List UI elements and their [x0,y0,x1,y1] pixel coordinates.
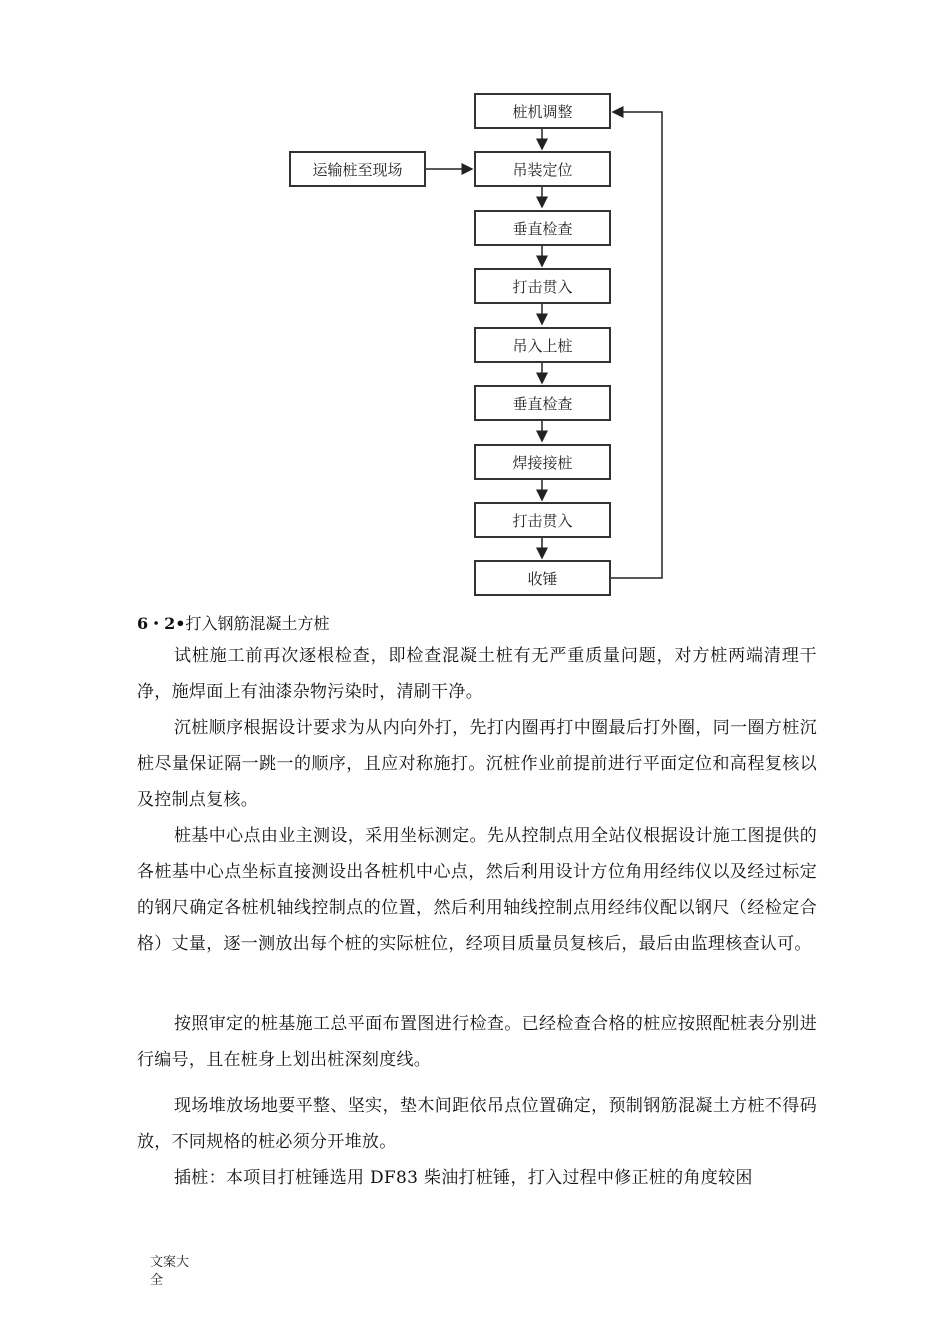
paragraph-5: 现场堆放场地要平整、坚实，垫木间距依吊点位置确定，预制钢筋混凝土方桩不得码放，不同规格的桩必须分开堆放。 [137,1096,817,1152]
flow-step-9: 收锤 [474,560,611,596]
paragraph-2: 沉桩顺序根据设计要求为从内向外打，先打内圈再打中圈最后打外圈，同一圈方桩沉桩尽量保证隔一跳一的顺序，且应对称施打。沉桩作业前提前进行平面定位和高程复核以及控制点复核。 [137,718,817,810]
flow-side-input: 运输桩至现场 [289,151,426,187]
paragraph-3: 桩基中心点由业主测设，采用坐标测定。先从控制点用全站仪根据设计施工图提供的各桩基中心点坐标直接测设出各桩机中心点，然后利用设计方位角用经纬仪以及经过标定的钢尺确定各桩机轴线控制点的位置，然后利用轴线控制点用经纬仪配以钢尺（经检定合格）丈量，逐一测放出每个桩的实际桩位，经项目质量员复核后，最后由监理核查认可。 [137,826,817,954]
page-footer: 文案大全 [150,1255,190,1288]
flow-step-4: 打击贯入 [474,268,611,304]
flow-step-7: 焊接接桩 [474,444,611,480]
section-title: 打入钢筋混凝土方桩 [185,614,330,633]
section-heading [137,611,330,634]
paragraph-6: 插桩：本项目打桩锤选用 DF83 柴油打桩锤，打入过程中修正桩的角度较困 [174,1168,753,1188]
flow-step-8: 打击贯入 [474,502,611,538]
section-number: 6・2• [137,614,186,633]
flow-step-1: 桩机调整 [474,93,611,129]
paragraph-4: 按照审定的桩基施工总平面布置图进行检查。已经检查合格的桩应按照配桩表分别进行编号，且在桩身上划出桩深刻度线。 [137,1014,817,1070]
flow-step-6: 垂直检查 [474,385,611,421]
flow-step-2: 吊装定位 [474,151,611,187]
paragraph-1: 试桩施工前再次逐根检查，即检查混凝土桩有无严重质量问题，对方桩两端清理干净，施焊面上有油漆杂物污染时，清刷干净。 [137,646,817,702]
flow-step-3: 垂直检查 [474,210,611,246]
flow-step-5: 吊入上桩 [474,327,611,363]
